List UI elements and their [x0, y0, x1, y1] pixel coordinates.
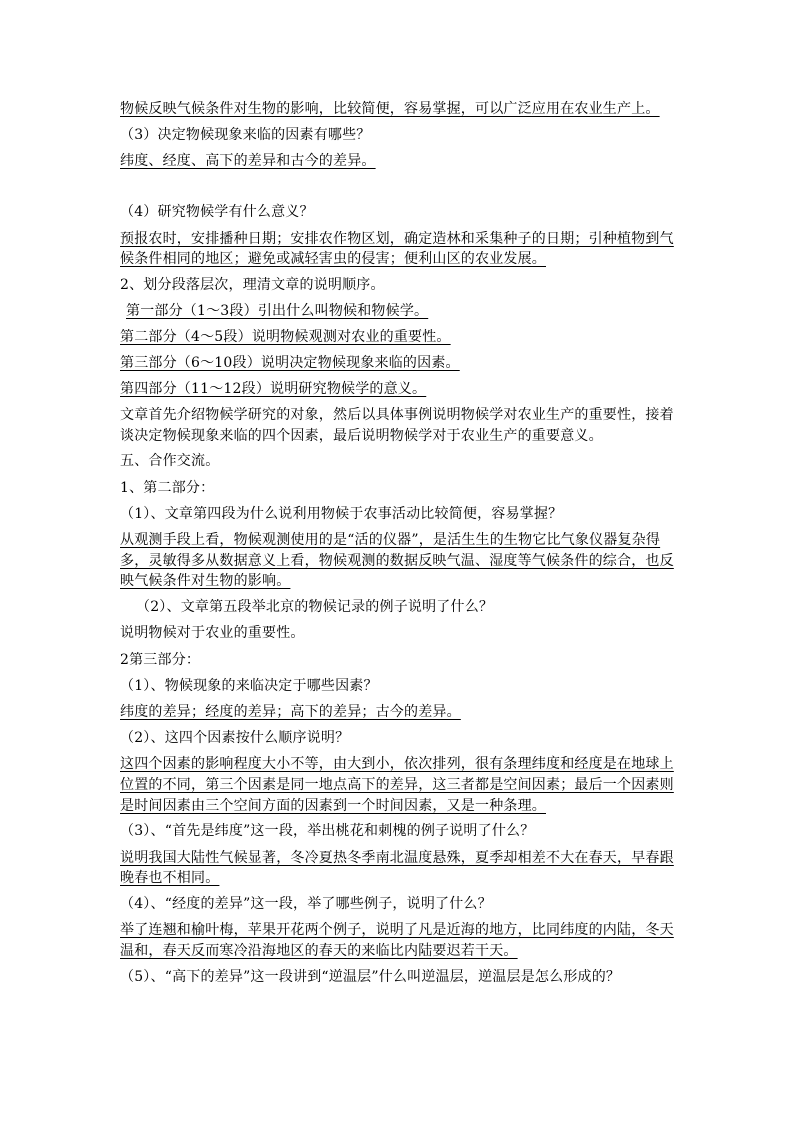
answer-line: 温和，春天反而寒冷沿海地区的春天的来临比内陆要迟若干天。: [120, 943, 518, 959]
outline-part-4: 第四部分（11～12段）说明研究物候学的意义。: [120, 381, 427, 397]
subsection-heading: 2第三部分：: [120, 652, 201, 668]
answer-line: 多，灵敏得多从数据意义上看，物候观测的数据反映气温、湿度等气候条件的综合，也反: [120, 553, 674, 569]
question-line: （2）、这四个因素按什么顺序说明？: [120, 730, 350, 746]
question-line: （4）研究物候学有什么意义？: [120, 204, 314, 220]
question-line: （3）决定物候现象来临的因素有哪些？: [120, 127, 371, 143]
question-line: （1）、物候现象的来临决定于哪些因素？: [120, 678, 378, 694]
answer-line: 这四个因素的影响程度大小不等，由大到小，依次排列，很有条理纬度和经度是在地球上: [120, 756, 674, 772]
question-line: （1）、文章第四段为什么说利用物候于农事活动比较简便，容易掌握？: [120, 506, 563, 522]
answer-line: 说明我国大陆性气候显著，冬冷夏热冬季南北温度悬殊，夏季却相差不大在春天，早春跟: [120, 850, 674, 866]
summary-line: 谈决定物候现象来临的四个因素，最后说明物候学对于农业生产的重要意义。: [120, 428, 603, 444]
answer-line: 举了连翘和榆叶梅，苹果开花两个例子，说明了凡是近海的地方，比同纬度的内陆，冬天: [120, 922, 674, 938]
answer-line: 晚春也不相同。: [120, 870, 220, 886]
outline-part-1: 第一部分（1～3段）引出什么叫物候和物候学。: [126, 303, 429, 319]
answer-line: 说明物候对于农业的重要性。: [120, 625, 305, 641]
answer-line: 预报农时，安排播种日期；安排农作物区划，确定造林和采集种子的日期；引种植物到气: [120, 231, 674, 247]
question-line: （4）、“经度的差异”这一段，举了哪些例子，说明了什么？: [120, 896, 492, 912]
subsection-heading: 1、第二部分：: [120, 480, 215, 496]
section-heading: 2、划分段落层次，理清文章的说明顺序。: [120, 277, 385, 293]
answer-line: 物候反映气候条件对生物的影响，比较简便，容易掌握，可以广泛应用在农业生产上。: [120, 101, 660, 117]
question-line: （2）、文章第五段举北京的物候记录的例子说明了什么？: [136, 599, 494, 615]
outline-part-2: 第二部分（4～5段）说明物候观测对农业的重要性。: [120, 329, 451, 345]
answer-line: 位置的不同，第三个因素是同一地点高下的差异，这三者都是空间因素；最后一个因素则: [120, 777, 674, 793]
outline-part-3: 第三部分（6～10段）说明决定物候现象来临的因素。: [120, 355, 460, 371]
question-line: （5）、“高下的差异”这一段讲到“逆温层”什么叫逆温层，逆温层是怎么形成的？: [120, 969, 621, 985]
answer-line: 映气候条件对生物的影响。: [120, 573, 291, 589]
summary-line: 文章首先介绍物候学研究的对象，然后以具体事例说明物候学对农业生产的重要性，接着: [120, 407, 674, 423]
answer-line: 纬度、经度、高下的差异和古今的差异。: [120, 153, 376, 169]
answer-line: 从观测手段上看，物候观测使用的是“活的仪器”，是活生生的生物它比气象仪器复杂得: [120, 532, 661, 548]
answer-line: 候条件相同的地区；避免或减轻害虫的侵害；便利山区的农业发展。: [120, 251, 546, 267]
answer-line: 是时间因素由三个空间方面的因素到一个时间因素，又是一种条理。: [120, 798, 546, 814]
section-heading: 五、合作交流。: [120, 453, 220, 469]
answer-line: 纬度的差异；经度的差异；高下的差异；古今的差异。: [120, 704, 461, 720]
question-line: （3）、“首先是纬度”这一段，举出桃花和刺槐的例子说明了什么？: [120, 823, 535, 839]
